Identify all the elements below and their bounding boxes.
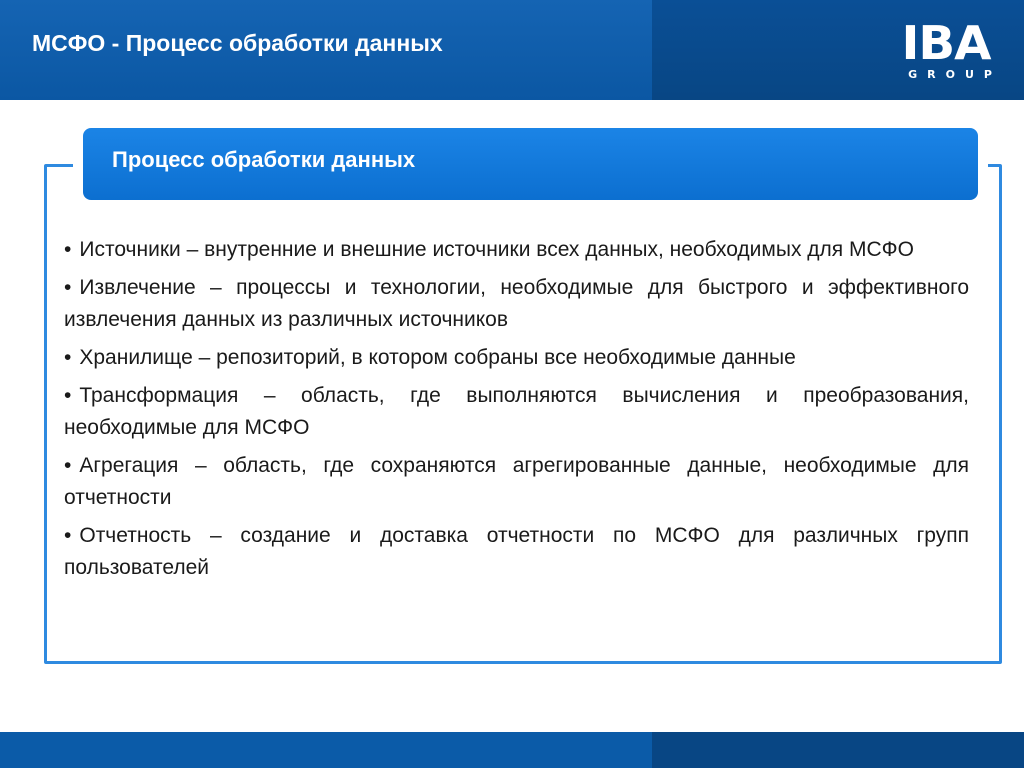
list-item (64, 520, 969, 584)
bullet-marker: • (64, 454, 72, 477)
bullet-marker: • (64, 238, 72, 261)
footer-right-panel (652, 732, 1024, 768)
list-item-text: Агрегация – область, где сохраняются агрегированные данные, необходимые для отчетности (64, 454, 969, 509)
list-item (64, 450, 969, 514)
list-item-text: Трансформация – область, где выполняются вычисления и преобразования, необходимые для МСФО (64, 384, 969, 439)
iba-group-logo (890, 18, 1002, 84)
footer-bar (0, 732, 1024, 768)
bullet-marker: • (64, 276, 72, 299)
bullet-marker: • (64, 346, 72, 369)
list-item (64, 342, 969, 374)
bullet-marker: • (64, 524, 72, 547)
section-title: Процесс обработки данных (112, 147, 416, 172)
bullet-list (64, 234, 969, 590)
list-item (64, 234, 969, 266)
logo-main-text: IBA (901, 16, 991, 70)
bullet-marker: • (64, 384, 72, 407)
list-item-text: Источники – внутренние и внешние источники всех данных, необходимых для МСФО (79, 238, 914, 261)
list-item (64, 380, 969, 444)
list-item (64, 272, 969, 336)
list-item-text: Отчетность – создание и доставка отчетности по МСФО для различных групп пользователей (64, 524, 969, 579)
page-title: МСФО - Процесс обработки данных (32, 30, 443, 56)
header-bar (0, 0, 1024, 100)
list-item-text: Извлечение – процессы и технологии, необходимые для быстрого и эффективного извлечения данных из различных источников (64, 276, 969, 331)
list-item-text: Хранилище – репозиторий, в котором собраны все необходимые данные (79, 346, 796, 369)
footer-left-panel (0, 732, 652, 768)
logo-sub-text: GROUP (908, 68, 1002, 81)
